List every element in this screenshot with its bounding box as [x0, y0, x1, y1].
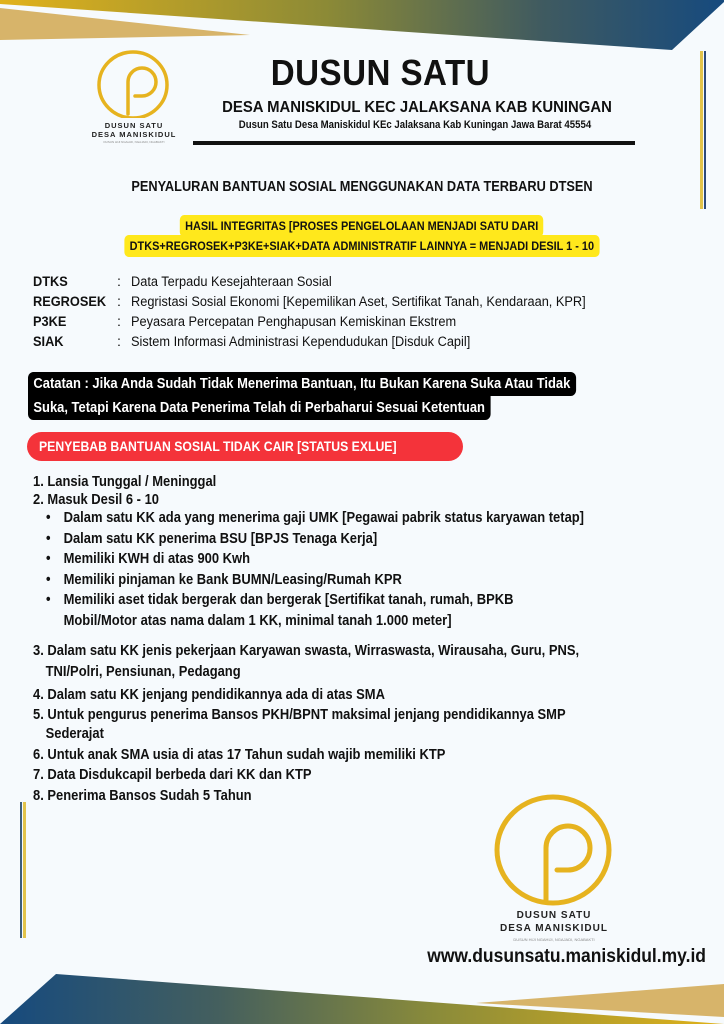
bullet-icon: • — [46, 551, 51, 567]
list-item: 8. Penerima Bansos Sudah 5 Tahun — [33, 787, 252, 804]
list-item-continued: TNI/Polri, Pensiunan, Pedagang — [45, 663, 241, 680]
definition-row — [33, 274, 636, 294]
header-logo-line2: DESA MANISKIDUL — [91, 130, 177, 139]
section-badge — [27, 432, 463, 461]
bullet-icon: • — [46, 571, 51, 588]
bullet-item — [33, 570, 584, 591]
note-line-2: Suka, Tetapi Karena Data Penerima Telah di Perbaharui Sesuai Ketentuan — [28, 396, 490, 420]
list-item: 1. Lansia Tunggal / Meninggal — [33, 474, 217, 490]
definition-sep: : — [117, 274, 121, 290]
highlight-line-1: HASIL INTEGRITAS [PROSES PENGELOLAAN MENJADI SATU DARI — [180, 215, 544, 237]
definition-sep: : — [117, 334, 121, 350]
bullet-text: Dalam satu KK ada yang menerima gaji UMK [Pegawai pabrik status karyawan tetap] — [63, 510, 584, 526]
bullet-item — [33, 590, 584, 611]
definition-term: SIAK — [33, 334, 64, 350]
definition-row — [33, 294, 636, 314]
bullet-text: Mobil/Motor atas nama dalam 1 KK, minimal tanah 1.000 meter] — [63, 612, 452, 629]
header-logo-line1: DUSUN SATU — [104, 121, 164, 130]
bullet-text: Memiliki aset tidak bergerak dan bergerak [Sertifikat tanah, rumah, BPKB — [63, 592, 514, 608]
list-item: 6. Untuk anak SMA usia di atas 17 Tahun sudah wajib memiliki KTP — [33, 746, 446, 763]
definition-term: DTKS — [33, 274, 68, 290]
section-badge-label: PENYEBAB BANTUAN SOSIAL TIDAK CAIR [STATUS EXLUE] — [39, 439, 397, 454]
header-divider — [193, 141, 635, 145]
footer-logo — [484, 792, 624, 942]
bullet-icon: • — [46, 510, 51, 526]
bullet-item — [33, 529, 584, 550]
definition-row — [33, 314, 636, 334]
main-heading: PENYALURAN BANTUAN SOSIAL MENGGUNAKAN DATA TERBARU DTSEN — [131, 179, 593, 195]
address: Dusun Satu Desa Maniskidul KEc Jalaksana Kab Kuningan Jawa Barat 45554 — [238, 119, 592, 131]
bullet-text: Memiliki KWH di atas 900 Kwh — [63, 551, 251, 567]
left-navy-line — [20, 802, 22, 938]
footer-logo-line1: DUSUN SATU — [516, 910, 592, 921]
definition-desc: Peyasara Percepatan Penghapusan Kemiskinan Ekstrem — [131, 314, 457, 330]
note-line-1: Catatan : Jika Anda Sudah Tidak Menerima Bantuan, Itu Bukan Karena Suka Atau Tidak — [28, 372, 576, 396]
list-item-continued: Sederajat — [45, 726, 104, 742]
list-item: 5. Untuk pengurus penerima Bansos PKH/BPNT maksimal jenjang pendidikannya SMP — [33, 706, 566, 723]
definition-sep: : — [117, 314, 121, 330]
bottom-banner-decoration — [0, 962, 724, 1024]
highlight-block-2 — [0, 235, 724, 257]
definition-term: P3KE — [33, 314, 67, 330]
definitions-list — [33, 274, 636, 354]
definition-sep: : — [117, 294, 121, 310]
list-item: 7. Data Disdukcapil berbeda dari KK dan KTP — [33, 767, 312, 783]
website-text[interactable]: www.dusunsatu.maniskidul.my.id — [427, 946, 706, 967]
header-logo-tagline: DUSUN HIJI NGAHIJI, NGAJADI, NGABAKTI — [103, 140, 165, 144]
definition-desc: Data Terpadu Kesejahteraan Sosial — [131, 274, 332, 290]
definition-desc: Regristasi Sosial Ekonomi [Kepemilikan Aset, Sertifikat Tanah, Kendaraan, KPR] — [131, 294, 586, 310]
list-item: 3. Dalam satu KK jenis pekerjaan Karyawan swasta, Wirraswasta, Wirausaha, Guru, PNS, — [33, 643, 580, 659]
left-gold-line — [23, 802, 26, 938]
definition-desc: Sistem Informasi Administrasi Kependudukan [Disduk Capil] — [131, 334, 471, 350]
dusun-satu-logo-icon — [484, 792, 624, 908]
list-item: 2. Masuk Desil 6 - 10 — [33, 492, 159, 508]
definition-row — [33, 334, 636, 354]
highlight-line-2: DTKS+REGROSEK+P3KE+SIAK+DATA ADMINISTRATIF LAINNYA = MENJADI DESIL 1 - 10 — [125, 235, 600, 257]
bullet-item-continued — [33, 611, 584, 632]
note-block — [28, 372, 637, 420]
bullet-item — [33, 508, 584, 529]
footer-logo-tagline: DUSUN HIJI NGAHIJI, NGAJADI, NGABAKTI — [513, 937, 595, 942]
highlight-block — [0, 215, 724, 237]
page-subtitle: DESA MANISKIDUL KEC JALAKSANA KAB KUNINGAN — [222, 99, 612, 116]
bullet-icon: • — [46, 592, 51, 608]
bullet-text: Dalam satu KK penerima BSU [BPJS Tenaga Kerja] — [63, 530, 378, 547]
bullet-item — [33, 549, 584, 570]
list-item: 4. Dalam satu KK jenjang pendidikannya ada di atas SMA — [33, 687, 385, 703]
page-title: DUSUN SATU — [270, 52, 491, 93]
causes-list — [33, 472, 645, 806]
definition-term: REGROSEK — [33, 294, 107, 310]
bullet-text: Memiliki pinjaman ke Bank BUMN/Leasing/Rumah KPR — [63, 571, 402, 588]
footer-logo-line2: DESA MANISKIDUL — [500, 923, 608, 934]
bullet-icon: • — [46, 530, 51, 547]
